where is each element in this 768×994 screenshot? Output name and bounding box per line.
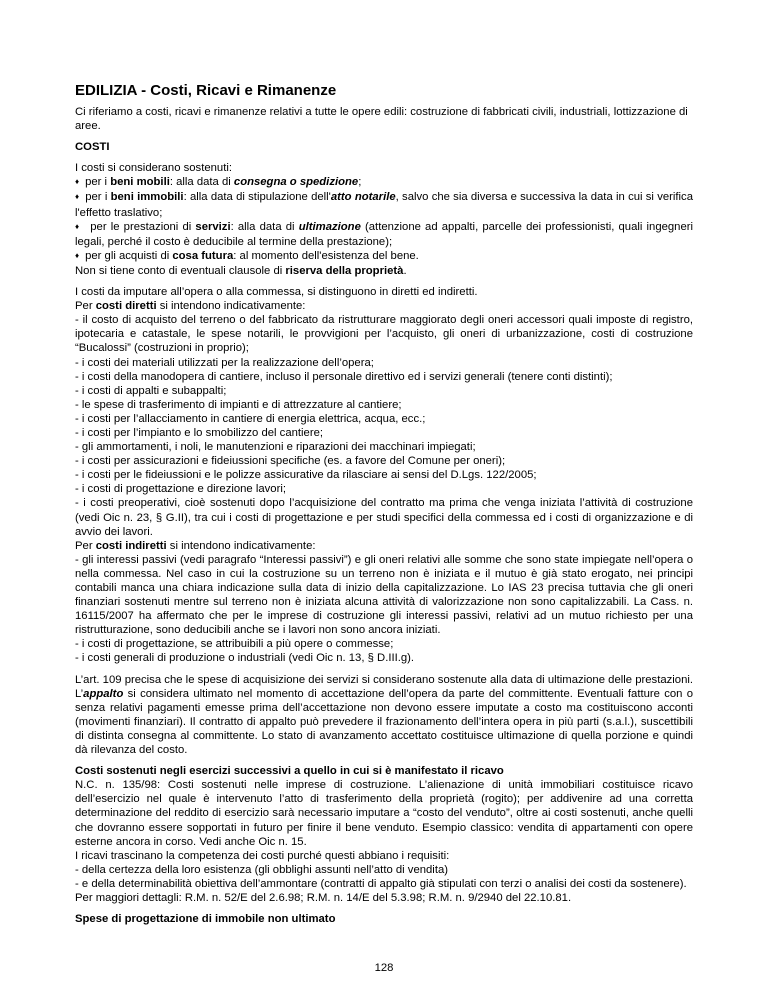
bullet-servizi: ♦ per le prestazioni di servizi: alla data di ultimazione (attenzione ad appalti, parcelle dei professionisti, quali ingegneri legali, perché il costo è deducibile al termine della prestazione); — [75, 220, 693, 249]
intro-paragraph: Ci riferiamo a costi, ricavi e rimanenze relativi a tutte le opere edili: costruzione di fabbricati civili, industriali, lottizzazione di aree. — [75, 106, 688, 133]
page-content — [75, 82, 693, 926]
dettagli-paragraph: Per maggiori dettagli: R.M. n. 52/E del 2.6.98; R.M. n. 14/E del 5.3.98; R.M. n. 9/2940 del 22.10.81. — [75, 891, 572, 904]
diretti-item: - i costi per l’allacciamento in cantiere di energia elettrica, acqua, ecc.; — [75, 412, 426, 425]
bullet-beni-immobili: ♦ per i beni immobili: alla data di stipulazione dell'atto notarile, salvo che sia diversa e successiva la data in cui si verifica l'effetto traslativo; — [75, 190, 693, 219]
diretti-item: - gli ammortamenti, i noli, le manutenzioni e riparazioni dei macchinari impiegati; — [75, 441, 476, 454]
diretti-item: - i costi per l’impianto e lo smobilizzo del cantiere; — [75, 426, 324, 439]
indiretti-item: - i costi di progettazione, se attribuibili a più opere o commesse; — [75, 638, 394, 651]
indiretti-item: - i costi generali di produzione o industriali (vedi Oic n. 13, § D.III.g). — [75, 652, 415, 665]
bullet-beni-mobili: ♦ per i beni mobili: alla data di consegna o spedizione; — [75, 175, 693, 190]
diretti-item: - i costi della manodopera di cantiere, incluso il personale direttivo ed i servizi generali (tenere conti distinti); — [75, 370, 613, 383]
successivi-heading: Costi sostenuti negli esercizi successivi a quello in cui si è manifestato il ricavo — [75, 765, 504, 778]
sostenuti-intro: I costi si considerano sostenuti: — [75, 162, 232, 175]
costi-heading: COSTI — [75, 141, 110, 154]
diretti-item: - i costi dei materiali utilizzati per la realizzazione dell’opera; — [75, 356, 374, 369]
requisiti-intro: I ricavi trascinano la competenza dei costi purché questi abbiano i requisiti: — [75, 849, 450, 862]
requisiti-item: - della certezza della loro esistenza (gli obblighi assunti nell’atto di vendita) — [75, 863, 449, 876]
bullet-cosa-futura: ♦ per gli acquisti di cosa futura: al momento dell'esistenza del bene. — [75, 249, 693, 264]
diretti-item: - le spese di trasferimento di impianti e di attrezzature al cantiere; — [75, 398, 402, 411]
art109-paragraph: L’art. 109 precisa che le spese di acquisizione dei servizi si considerano sostenute alla data di ultimazione delle prestazioni. L’appalto si considera ultimato nel momento di accettazione dell’opera da parte del committente. Eventuali fatture con o senza relativi pagamenti emesse prima dell’accettazione non devono essere imputate a costo ma costituiscono acconti (movimenti finanziari). Il contratto di appalto può prevedere il frazionamento dell’intera opera in più parti (s.a.l.), suscettibili di distinta consegna al committente. Lo stato di avanzamento accettato costituisce ultimazione di quella porzione e quindi dà rilevanza del costo. — [75, 673, 693, 757]
page-title: EDILIZIA - Costi, Ricavi e Rimanenze — [75, 82, 337, 99]
indiretti-intro: Per costi indiretti si intendono indicativamente: — [75, 539, 316, 552]
diretti-intro: Per costi diretti si intendono indicativamente: — [75, 300, 306, 313]
diretti-item: - i costi per le fideiussioni e le polizze assicurative da rilasciare ai sensi del D.Lgs. 122/2005; — [75, 469, 537, 482]
diretti-item: - i costi per assicurazioni e fideiussioni specifiche (es. a favore del Comune per oneri); — [75, 455, 506, 468]
successivi-paragraph: N.C. n. 135/98: Costi sostenuti nelle imprese di costruzione. L’alienazione di unità immobiliari costituisce ricavo dell’esercizio nel quale è intervenuto l’atto di trasferimento della proprietà (rogito); per addivenire ad una corretta determinazione del reddito di esercizio sarà necessario imputare a “costo del venduto”, oltre ai costi sostenuti, anche quelli che dovranno essere sopportati in futuro per finire il bene venduto. Esempio classico: vendita di appartamenti con opere esterne ancora in corso. Vedi anche Oic n. 15. — [75, 779, 693, 848]
progettazione-heading: Spese di progettazione di immobile non ultimato — [75, 913, 336, 926]
diretti-item: - i costi di progettazione e direzione lavori; — [75, 483, 286, 496]
page-number: 128 — [374, 962, 394, 974]
requisiti-item: - e della determinabilità obiettiva dell’ammontare (contratti di appalto già stipulati con terzi o analisi dei costi da sostenere). — [75, 877, 687, 890]
diretti-item: - i costi di appalti e subappalti; — [75, 384, 227, 397]
diretti-item: - il costo di acquisto del terreno o del fabbricato da ristrutturare maggiorato degli oneri accessori quali imposte di registro, ipotecaria e catastale, le spese notarili, le provvigioni per l’acquisto, gli oneri di urbanizzazione, costi di costruzione “Bucalossi” (costruzioni in proprio); — [75, 314, 693, 355]
indiretti-item: - gli interessi passivi (vedi paragrafo “Interessi passivi”) e gli oneri relativi alle somme che sono state impiegate nell’opera o nella commessa. Nel caso in cui la costruzione su un terreno non è iniziata e il mutuo è già stato erogato, nei principi contabili manca una chiara indicazione sulla data di inizio della capitalizzazione. Lo IAS 23 precisa tuttavia che gli oneri finanziari sostenuti mentre sul terreno non è iniziata alcuna attività di valorizzazione non sono capitalizzabili. La Cass. n. 16115/2007 ha affermato che per le imprese di costruzione gli interessi passivi, relativi ad un mutuo richiesto per una ristrutturazione, sono deducibili anche se i lavori non sono ancora iniziati. — [75, 553, 693, 637]
imputare-paragraph: I costi da imputare all’opera o alla commessa, si distinguono in diretti ed indiretti. — [75, 286, 478, 299]
diretti-item: - i costi preoperativi, cioè sostenuti dopo l’acquisizione del contratto ma prima che venga iniziata l’attività di costruzione (vedi Oic n. 23, § G.II), tra cui i costi di progettazione e per studi specifici della commessa ed i costi di organizzazione e di avvio dei lavori. — [75, 497, 693, 538]
riserva-proprieta: Non si tiene conto di eventuali clausole di riserva della proprietà. — [75, 264, 407, 277]
